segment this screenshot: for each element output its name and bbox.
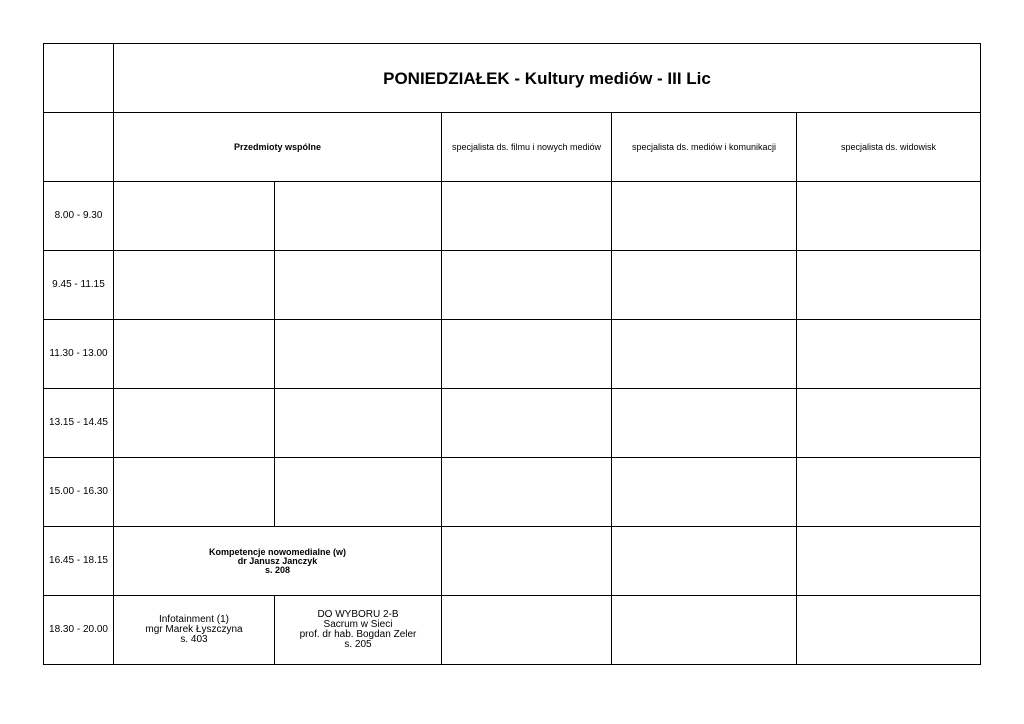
time-row bbox=[44, 527, 981, 596]
time-label: 9.45 - 11.15 bbox=[44, 251, 114, 320]
empty-cell bbox=[114, 182, 275, 251]
empty-cell bbox=[612, 320, 797, 389]
empty-cell bbox=[114, 320, 275, 389]
empty-cell bbox=[275, 182, 442, 251]
empty-cell bbox=[442, 251, 612, 320]
time-label: 15.00 - 16.30 bbox=[44, 458, 114, 527]
header-media: specjalista ds. mediów i komunikacji bbox=[612, 113, 797, 182]
time-row bbox=[44, 458, 981, 527]
title-row bbox=[44, 44, 981, 113]
lecturer-name: prof. dr hab. Bogdan Zeler bbox=[299, 629, 417, 640]
empty-cell bbox=[612, 458, 797, 527]
empty-cell bbox=[612, 389, 797, 458]
time-label: 16.45 - 18.15 bbox=[44, 527, 114, 596]
empty-cell bbox=[612, 596, 797, 665]
lecturer-name: dr Janusz Janczyk bbox=[237, 555, 318, 566]
empty-cell bbox=[797, 251, 981, 320]
course-name: Infotainment (1) bbox=[158, 614, 230, 625]
lecturer-name: mgr Marek Łyszczyna bbox=[145, 624, 243, 635]
time-label: 8.00 - 9.30 bbox=[44, 182, 114, 251]
corner-cell bbox=[44, 44, 114, 113]
time-label: 11.30 - 13.00 bbox=[44, 320, 114, 389]
empty-cell bbox=[797, 458, 981, 527]
empty-cell bbox=[114, 389, 275, 458]
header-film: specjalista ds. filmu i nowych mediów bbox=[442, 113, 612, 182]
empty-cell bbox=[442, 527, 612, 596]
class-kompetencje-nowomedialne bbox=[114, 527, 442, 596]
time-row bbox=[44, 251, 981, 320]
time-row bbox=[44, 596, 981, 665]
empty-cell bbox=[442, 320, 612, 389]
time-row bbox=[44, 182, 981, 251]
time-label: 18.30 - 20.00 bbox=[44, 596, 114, 665]
header-row bbox=[44, 113, 981, 182]
room-number: s. 403 bbox=[180, 634, 208, 645]
time-label: 13.15 - 14.45 bbox=[44, 389, 114, 458]
empty-cell bbox=[114, 251, 275, 320]
empty-cell bbox=[612, 182, 797, 251]
empty-cell bbox=[275, 320, 442, 389]
empty-cell bbox=[797, 596, 981, 665]
empty-cell bbox=[612, 527, 797, 596]
elective-label: DO WYBORU 2-B bbox=[317, 609, 399, 620]
schedule-table bbox=[43, 43, 981, 665]
empty-cell bbox=[114, 458, 275, 527]
empty-cell bbox=[275, 251, 442, 320]
empty-cell bbox=[442, 389, 612, 458]
empty-cell bbox=[275, 389, 442, 458]
header-widowisk: specjalista ds. widowisk bbox=[797, 113, 981, 182]
empty-cell bbox=[797, 389, 981, 458]
empty-cell bbox=[442, 182, 612, 251]
time-row bbox=[44, 389, 981, 458]
room-number: s. 208 bbox=[264, 564, 291, 575]
course-name: Kompetencje nowomedialne (w) bbox=[208, 546, 347, 557]
class-do-wyboru bbox=[275, 596, 442, 665]
header-przedmioty-wspolne: Przedmioty wspólne bbox=[114, 113, 442, 182]
empty-cell bbox=[797, 182, 981, 251]
empty-cell bbox=[442, 458, 612, 527]
empty-cell bbox=[797, 320, 981, 389]
header-corner-cell bbox=[44, 113, 114, 182]
empty-cell bbox=[612, 251, 797, 320]
empty-cell bbox=[275, 458, 442, 527]
room-number: s. 205 bbox=[344, 639, 372, 650]
class-infotainment bbox=[114, 596, 275, 665]
course-name: Sacrum w Sieci bbox=[323, 619, 393, 630]
empty-cell bbox=[797, 527, 981, 596]
empty-cell bbox=[442, 596, 612, 665]
time-row bbox=[44, 320, 981, 389]
page-title: PONIEDZIAŁEK - Kultury mediów - III Lic bbox=[114, 44, 981, 113]
